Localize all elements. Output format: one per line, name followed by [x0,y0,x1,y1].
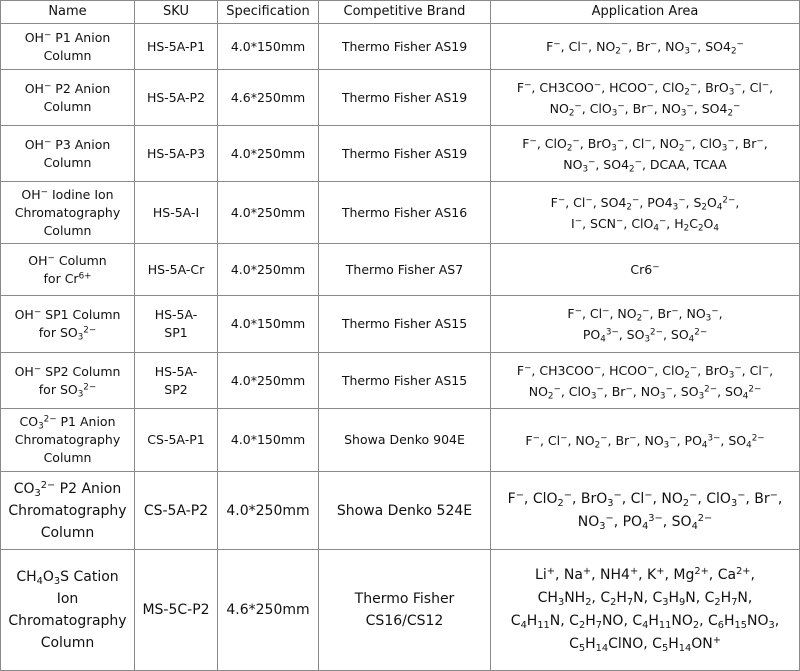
table-row [1,182,800,244]
cell-spec: 4.6*250mm [218,550,319,671]
header-application-area: Application Area [491,1,800,24]
cell-application: F−, ClO$_2$−, BrO$_3$−, Cl−, $NO_2^-$, ClO$_3$−, Br−, $NO_3^-$, $SO4_2^-$, DCAA, TCAA [491,126,800,182]
table-row [1,296,800,353]
cell-name: OH− Column for $Cr^{6+}$ [1,244,135,296]
cell-sku: MS-5C-P2 [135,550,218,671]
cell-spec: 4.0*250mm [218,182,319,244]
cell-application: F−, CH3COO−, HCOO−, ClO$_2$−, BrO$_3$−, Cl−, $NO_2^-$, ClO$_3$−, Br−, $NO_3^-$, $SO4_2^-$ [491,70,800,126]
cell-application: F−, ClO$_2$−, BrO$_3$−, Cl−, $NO_2^-$, ClO$_3$−, Br−, $NO_3^-$, $PO_4^{3-}$, $SO_4^{2-}$ [491,472,800,550]
cell-brand: Showa Denko 524E [319,472,491,550]
cell-name: $CO_3^{2-}$ P1 Anion Chromatography Column [1,409,135,472]
cell-spec: 4.0*250mm [218,126,319,182]
header-competitive-brand: Competitive Brand [319,1,491,24]
cell-brand: Thermo Fisher AS19 [319,24,491,70]
cell-spec: 4.0*150mm [218,24,319,70]
cell-brand: Thermo Fisher AS15 [319,296,491,353]
cell-brand: Showa Denko 904E [319,409,491,472]
table-row [1,126,800,182]
cell-name: OH− P2 Anion Column [1,70,135,126]
cell-brand: Thermo Fisher CS16/CS12 [319,550,491,671]
cell-application: F−, Cl−, $NO_2^-$, Br−, $NO_3^-$, $PO_4^{3-}$, $SO_4^{2-}$ [491,409,800,472]
cell-application: Cr6− [491,244,800,296]
cell-sku: HS-5A-P3 [135,126,218,182]
table-row [1,472,800,550]
cell-name: $CH_4O_3S$ Cation Ion Chromatography Column [1,550,135,671]
cell-sku: HS-5A-I [135,182,218,244]
cell-spec: 4.0*150mm [218,296,319,353]
cell-application: F−, Cl−, $NO_2^-$, Br−, $NO_3^-$, $SO4_2^-$ [491,24,800,70]
cell-sku: HS-5A-Cr [135,244,218,296]
cell-brand: Thermo Fisher AS19 [319,126,491,182]
table-row [1,24,800,70]
cell-name: OH− Iodine Ion Chromatography Column [1,182,135,244]
header-specification: Specification [218,1,319,24]
table-row [1,550,800,671]
cell-spec: 4.0*250mm [218,244,319,296]
cell-sku: HS-5A- SP1 [135,296,218,353]
table-row [1,353,800,409]
table-row [1,70,800,126]
header-sku: SKU [135,1,218,24]
cell-application: F−, CH3COO−, HCOO−, ClO$_2$−, BrO$_3$−, Cl−, $NO_2^-$, ClO$_3$−, Br−, $NO_3^-$, $SO_3^{2-}$, $SO_4^{2-}$ [491,353,800,409]
cell-sku: CS-5A-P1 [135,409,218,472]
cell-sku: HS-5A-P1 [135,24,218,70]
cell-spec: 4.0*150mm [218,409,319,472]
table-row [1,244,800,296]
cell-name: OH− P3 Anion Column [1,126,135,182]
header-name: Name [1,1,135,24]
header-row [1,1,800,24]
cell-brand: Thermo Fisher AS7 [319,244,491,296]
cell-name: OH− SP1 Column for $SO_3^{2-}$ [1,296,135,353]
cell-name: $CO_3^{2-}$ P2 Anion Chromatography Column [1,472,135,550]
cell-application: Li+, Na+, NH4+, K+, $Mg^{2+}$, $Ca^{2+}$, $CH_3NH_2$, $C_2H_7N$, $C_3H_9N$, $C_2H_7N$, $C_4H_{11}N$, $C_2H_7NO$, $C_4H_{11}NO_2$, $C_6H_{15}NO_3$, $C_5H_{14}ClNO$, $C_5H_{14}ON^+$ [491,550,800,671]
cell-sku: HS-5A- SP2 [135,353,218,409]
cell-brand: Thermo Fisher AS16 [319,182,491,244]
cell-spec: 4.6*250mm [218,70,319,126]
cell-application: F−, Cl−, $NO_2^-$, Br−, $NO_3^-$, $PO_4^{3-}$, $SO_3^{2-}$, $SO_4^{2-}$ [491,296,800,353]
cell-brand: Thermo Fisher AS19 [319,70,491,126]
cell-sku: CS-5A-P2 [135,472,218,550]
cell-brand: Thermo Fisher AS15 [319,353,491,409]
cell-spec: 4.0*250mm [218,472,319,550]
cell-application: F−, Cl−, $SO4_2^-$, $PO4_3^-$, $S_2O_4^{2-}$, I−, SCN−, ClO$_4$−, $H_2C_2O_4$ [491,182,800,244]
cell-sku: HS-5A-P2 [135,70,218,126]
cell-name: OH− SP2 Column for $SO_3^{2-}$ [1,353,135,409]
table-row [1,409,800,472]
cell-name: OH− P1 Anion Column [1,24,135,70]
cell-spec: 4.0*250mm [218,353,319,409]
